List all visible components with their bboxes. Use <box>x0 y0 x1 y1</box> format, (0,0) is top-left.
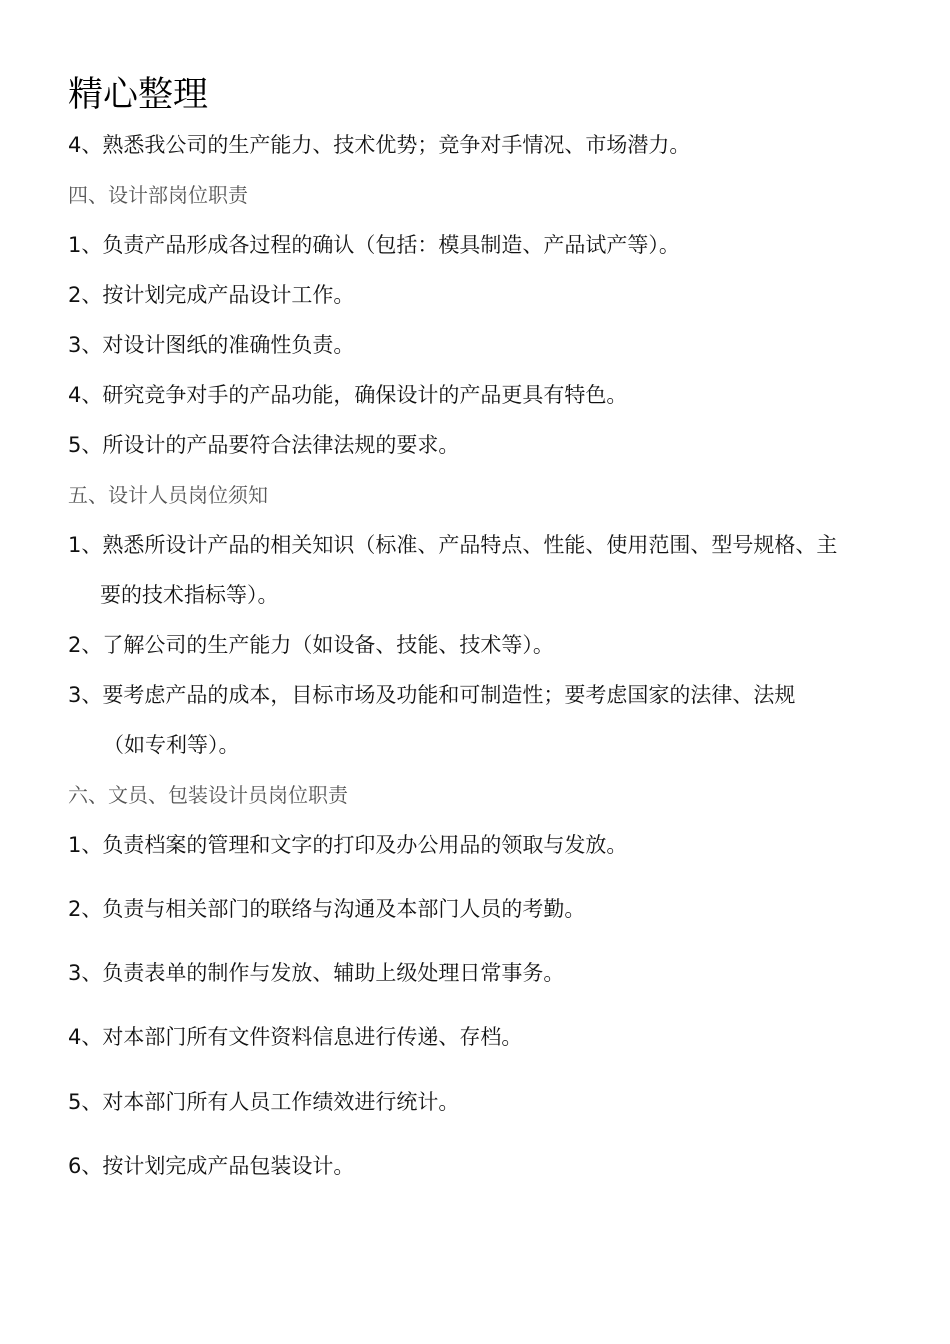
text-line: 6、按计划完成产品包装设计。 <box>68 1154 355 1178</box>
page-title: 精心整理 <box>68 75 209 115</box>
text-line-continuation: 要的技术指标等）。 <box>100 583 279 607</box>
text-line: 4、熟悉我公司的生产能力、技术优势；竞争对手情况、市场潜力。 <box>68 133 691 157</box>
section-heading: 四、设计部岗位职责 <box>68 183 248 207</box>
text-line: 1、负责产品形成各过程的确认（包括：模具制造、产品试产等）。 <box>68 233 680 257</box>
text-line-continuation: （如专利等）。 <box>103 733 240 757</box>
section-heading: 五、设计人员岗位须知 <box>68 483 268 507</box>
text-line: 1、熟悉所设计产品的相关知识（标准、产品特点、性能、使用范围、型号规格、主 <box>68 533 838 557</box>
text-line: 4、对本部门所有文件资料信息进行传递、存档。 <box>68 1025 523 1049</box>
text-line: 3、负责表单的制作与发放、辅助上级处理日常事务。 <box>68 961 565 985</box>
text-line: 2、按计划完成产品设计工作。 <box>68 283 355 307</box>
text-line: 3、要考虑产品的成本，目标市场及功能和可制造性；要考虑国家的法律、法规 <box>68 683 796 707</box>
text-line: 4、研究竞争对手的产品功能，确保设计的产品更具有特色。 <box>68 383 628 407</box>
text-line: 2、了解公司的生产能力（如设备、技能、技术等）。 <box>68 633 554 657</box>
text-line: 2、负责与相关部门的联络与沟通及本部门人员的考勤。 <box>68 897 586 921</box>
text-line: 3、对设计图纸的准确性负责。 <box>68 333 355 357</box>
text-line: 5、对本部门所有人员工作绩效进行统计。 <box>68 1090 460 1114</box>
section-heading: 六、文员、包装设计员岗位职责 <box>68 783 348 807</box>
text-line: 5、所设计的产品要符合法律法规的要求。 <box>68 433 460 457</box>
text-line: 1、负责档案的管理和文字的打印及办公用品的领取与发放。 <box>68 833 628 857</box>
